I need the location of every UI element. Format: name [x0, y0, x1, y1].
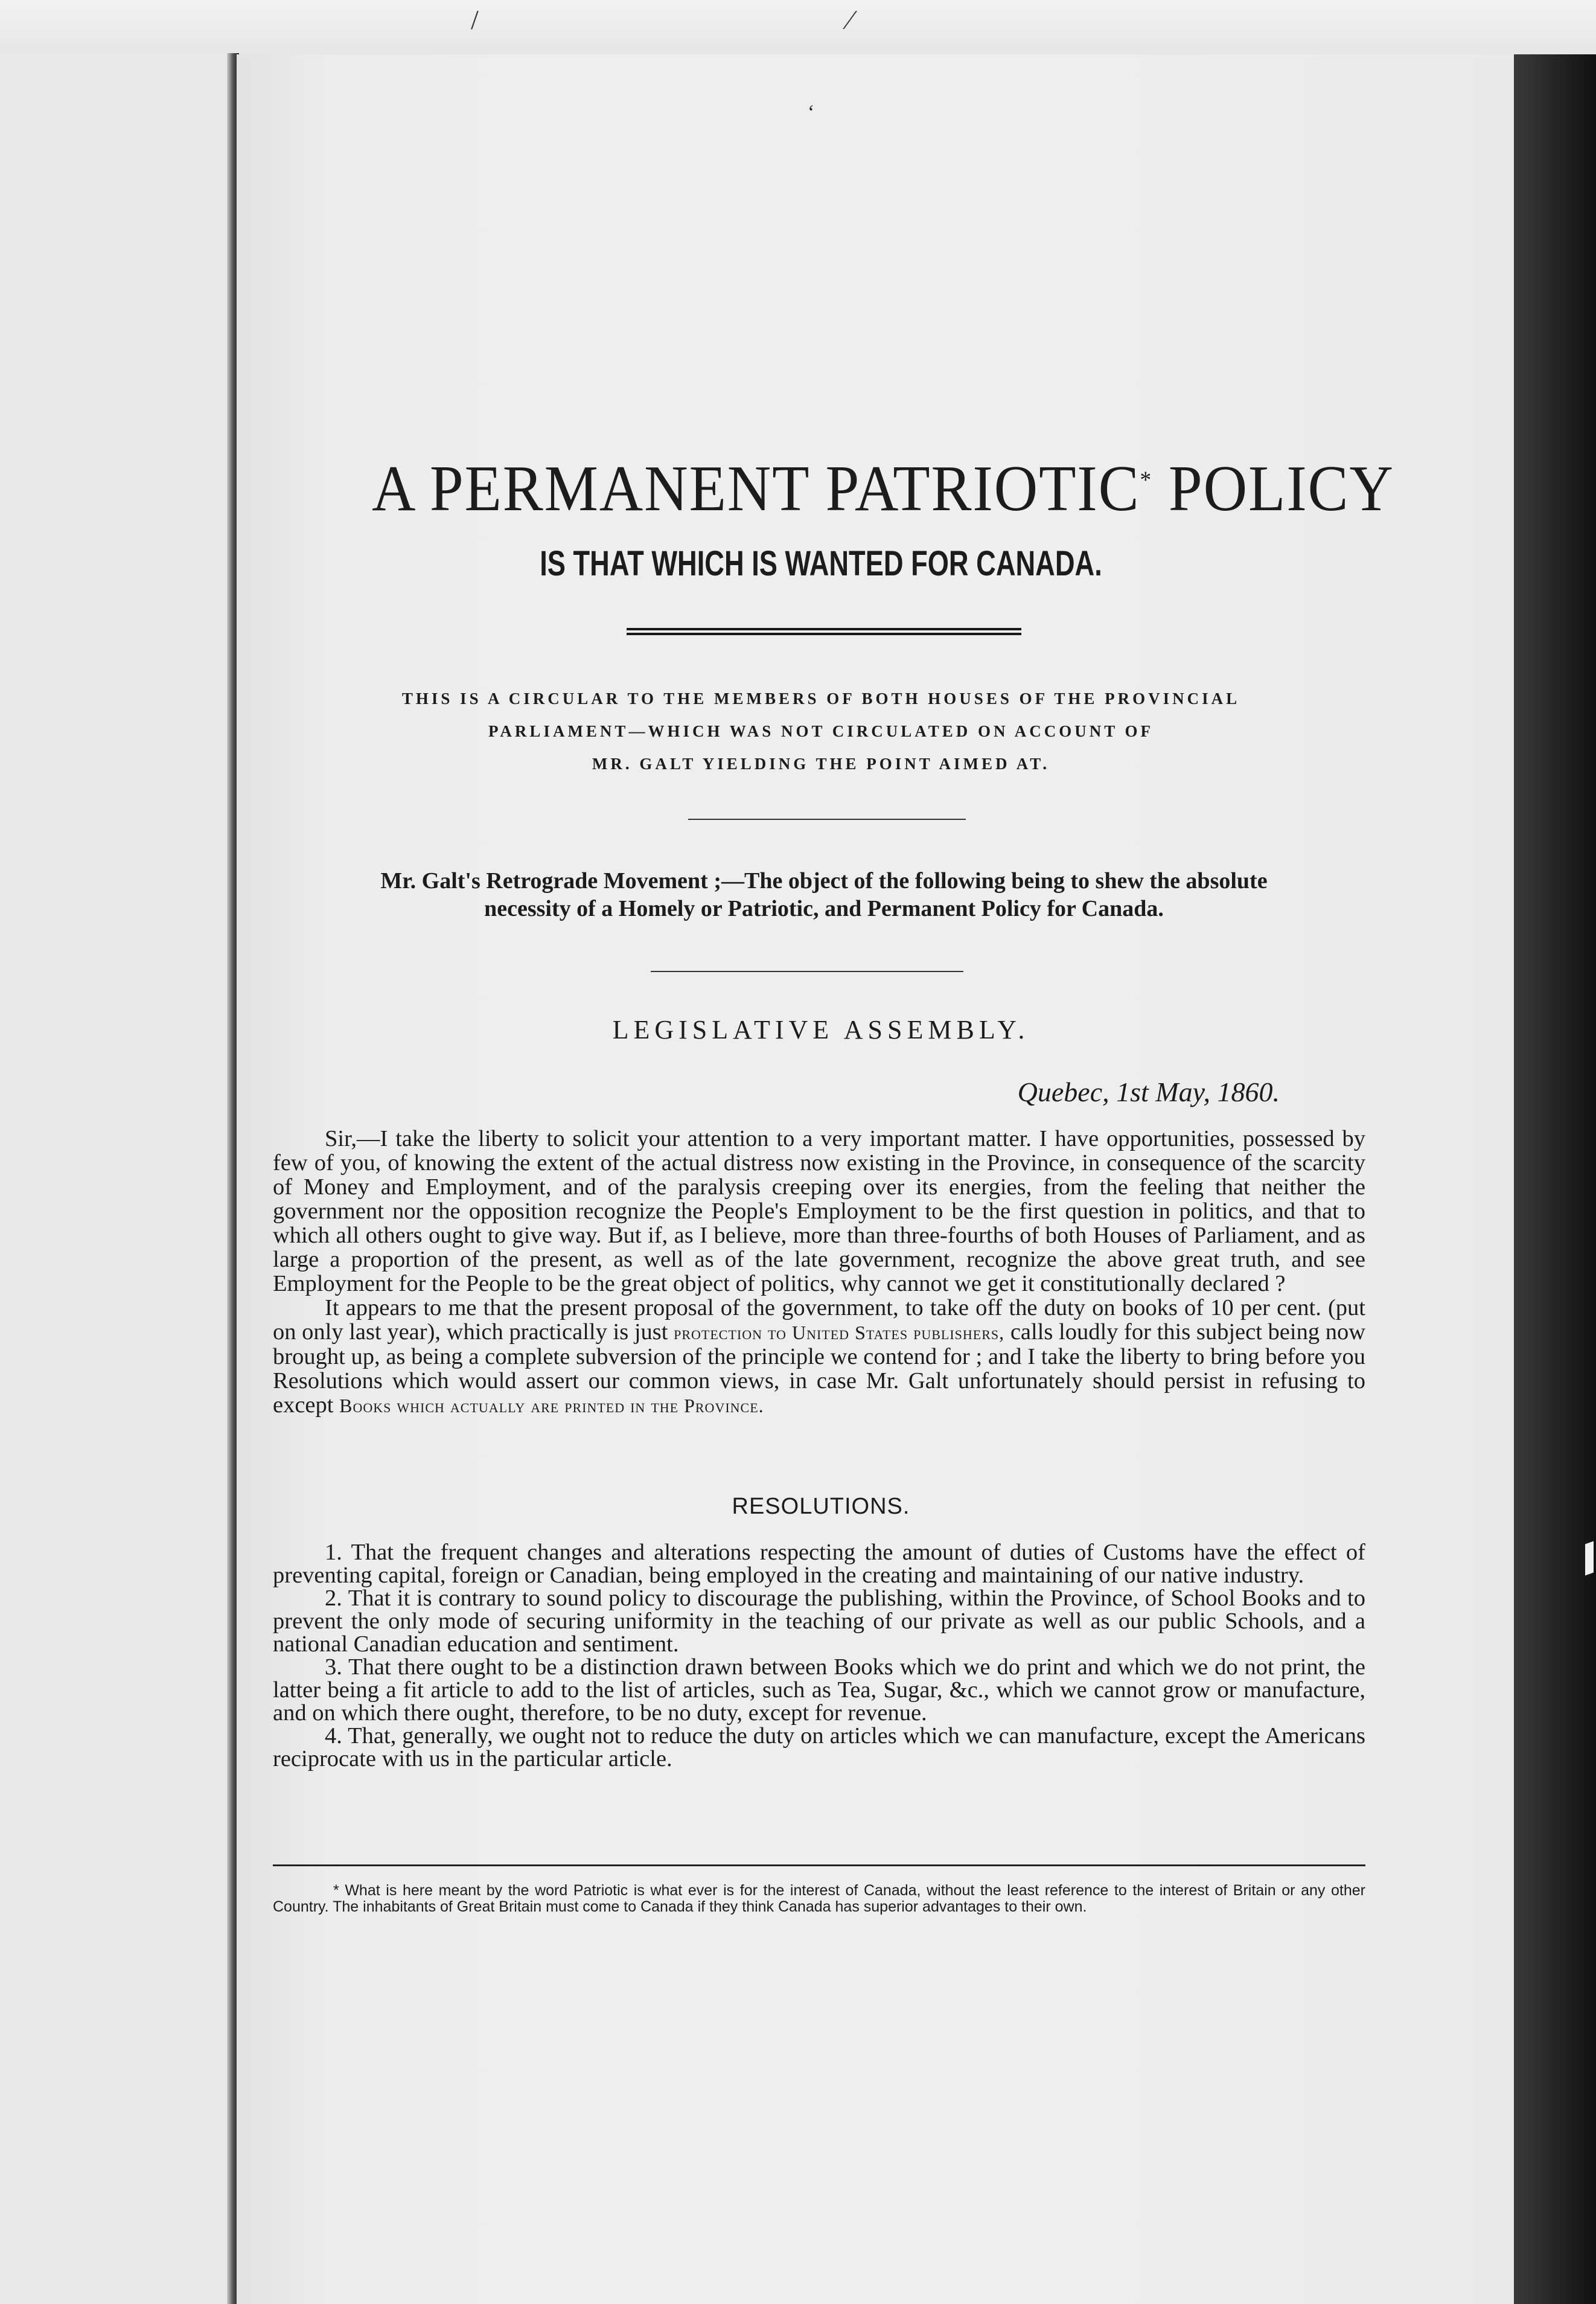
assembly-heading: LEGISLATIVE ASSEMBLY. [612, 1015, 1030, 1045]
smallcaps-text: protection to United States publishers, [674, 1322, 1005, 1343]
smallcaps-text: Books which actually are printed in the Province. [339, 1395, 764, 1416]
page-title [372, 452, 1394, 526]
rule-divider [651, 971, 963, 972]
resolutions-list [273, 1541, 1365, 1770]
title-text-end: POLICY [1168, 453, 1394, 525]
letter-body [273, 1127, 1365, 1418]
title-text: A PERMANENT PATRIOTIC [372, 453, 1140, 525]
title-asterisk: * [1140, 466, 1152, 493]
scan-marks: / ⁄ [471, 4, 1033, 35]
scan-top-strip [0, 0, 1596, 54]
paragraph-text: calls loudly for this subject being now brought up, as being a complete subversion of the principle we contend for ; and I take the liberty to bring before you Resolutions which would assert our common views, in case Mr. Galt unfortunately should persist in refusing to except [273, 1319, 1366, 1418]
paragraph: Sir,—I take the liberty to solicit your attention to a very important matter. I have opportunities, possessed by few of you, of knowing the extent of the actual distress now existing in the Province, in consequence of the scarcity of Money and Employment, and of the paralysis creeping over its energies, from the feeling that neither the government nor the opposition recognize the People's Employment to be the first question in politics, and that to which all others ought to give way. But if, as I believe, more than three-fourths of both Houses of Parliament, and as large a proportion of the present, as well as of the late government, recognize the above great truth, and see Employment for the People to be the great object of politics, why cannot we get it constitutionally declared ? [273, 1126, 1365, 1296]
movement-line: Mr. Galt's Retrograde Movement ;—The object of the following being to shew the absolute [380, 868, 1268, 894]
resolution-item: 1. That the frequent changes and alterations respecting the amount of duties of Customs have the effect of preventing capital, foreign or Canadian, being employed in the creating and maintaining of our native industry. [273, 1540, 1365, 1588]
circular-line: PARLIAMENT—WHICH WAS NOT CIRCULATED ON ACCOUNT OF [488, 722, 1154, 740]
footnote-text: * What is here meant by the word Patriotic is what ever is for the interest of Canada, without the least reference to the interest of Britain or any other Country. The inhabitants of Great Britain must come to Canada if they think Canada has superior advantages to their own. [273, 1882, 1365, 1915]
resolution-item: 2. That it is contrary to sound policy to discourage the publishing, within the Province, of School Books and to prevent the only mode of securing uniformity in the teaching of our private as well as our public Schools, and a national Canadian education and sentiment. [273, 1586, 1365, 1657]
facing-page-blank [0, 53, 229, 2304]
scan-edge-notch [1585, 1541, 1594, 1575]
resolution-item: 4. That, generally, we ought not to reduce the duty on articles which we can manufacture, except the Americans reciprocate with us in the particular article. [273, 1723, 1365, 1771]
resolution-item: 3. That there ought to be a distinction drawn between Books which we do print and which we do not print, the latter being a fit article to add to the list of articles, such as Tea, Sugar, &c., which we cannot grow or manufacture, and on which there ought, therefore, to be no duty, except for revenue. [273, 1654, 1365, 1726]
dateline: Quebec, 1st May, 1860. [1017, 1077, 1280, 1107]
double-rule-divider [627, 628, 1021, 635]
resolutions-heading: RESOLUTIONS. [732, 1494, 910, 1519]
stray-mark: ‘ [808, 101, 815, 124]
paragraph-text: It appears to me that the present proposal of the government, to take off the duty on books of 10 per cent. (put on only last year), which practically is just [273, 1295, 1365, 1345]
circular-note [374, 682, 1268, 780]
circular-line: THIS IS A CIRCULAR TO THE MEMBERS OF BOTH HOUSES OF THE PROVINCIAL [401, 690, 1240, 708]
footnote [273, 1883, 1365, 1915]
movement-line: necessity of a Homely or Patriotic, and Permanent Policy for Canada. [484, 896, 1164, 921]
scan-right-border [1514, 54, 1596, 2304]
rule-divider [688, 819, 966, 820]
paragraph [273, 1296, 1365, 1418]
page-subtitle: IS THAT WHICH IS WANTED FOR CANADA. [540, 544, 1102, 583]
circular-line: MR. GALT YIELDING THE POINT AIMED AT. [592, 755, 1050, 773]
footnote-rule [273, 1864, 1365, 1866]
movement-heading [260, 867, 1388, 923]
